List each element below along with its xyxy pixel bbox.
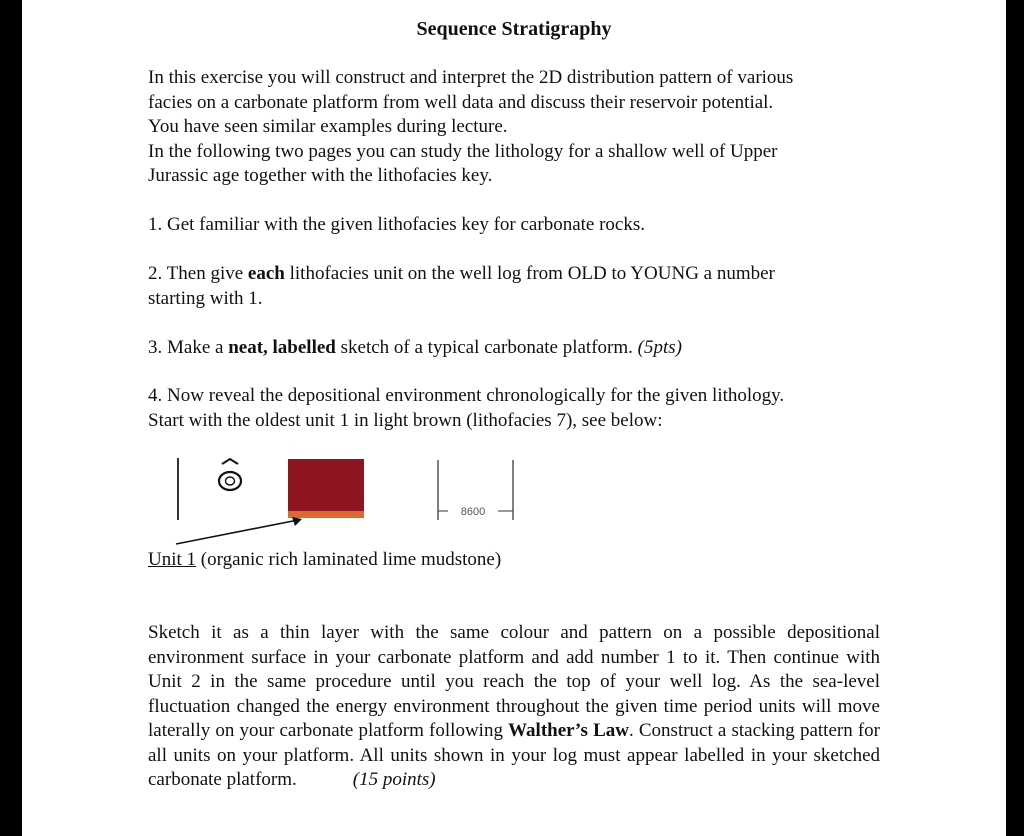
step-3-points: (5pts) (637, 337, 682, 358)
walthers-law: Walther’s Law (508, 720, 629, 741)
step-4-line-2: Start with the oldest unit 1 in light brown (lithofacies 7), see below: (148, 409, 663, 431)
intro-line: In this exercise you will construct and interpret the 2D distribution pattern of various (148, 67, 794, 88)
step-2-suffix: lithofacies unit on the well log from OLD to YOUNG a number (284, 263, 775, 284)
unit-1-label: Unit 1 (148, 549, 197, 570)
lithology-figure (162, 450, 562, 550)
sketch-text-2: . Construct a stacking pattern for all units on your platform. All units shown in your log must appear labelled in your sketched carbonate platform. (148, 720, 880, 790)
intro-paragraph (148, 66, 888, 189)
intro-line: In the following two pages you can study the lithology for a shallow well of Upper (148, 140, 778, 162)
step-3 (148, 336, 888, 361)
step-4-line-1: 4. Now reveal the depositional environment chronologically for the given lithology. (148, 385, 785, 406)
sketch-text-1: Sketch it as a thin layer with the same colour and pattern on a possible depositional environment surface in your carbonate platform and add number 1 to it. Then continue with Unit 2 in the same procedure until you reach the top of your well log. As the sea-level fluctuation changed the energy environment throughout the given time period units will move laterally on your carbonate platform following (148, 622, 880, 741)
step-2 (148, 262, 888, 311)
lithology-legend-graphic (162, 450, 562, 550)
step-1: 1. Get familiar with the given lithofacies key for carbonate rocks. (148, 214, 645, 235)
unit-1-description: (organic rich laminated lime mudstone) (196, 549, 502, 570)
intro-line: Jurassic age together with the lithofacies key. (148, 165, 493, 186)
intro-line: You have seen similar examples during lecture. (148, 116, 508, 137)
step-2-prefix: 2. Then give (148, 263, 248, 284)
depth-scale (438, 460, 513, 520)
step-4 (148, 384, 888, 433)
unit-color-swatch (288, 459, 364, 517)
sketch-points: (15 points) (352, 769, 436, 790)
document-page (22, 0, 1006, 836)
step-3-emphasis: neat, labelled (228, 337, 336, 358)
step-2-line-2: starting with 1. (148, 287, 263, 309)
page-title: Sequence Stratigraphy (416, 18, 612, 40)
step-3-suffix: sketch of a typical carbonate platform. (335, 337, 638, 358)
sketch-instructions (148, 621, 880, 793)
step-2-emphasis: each (247, 263, 285, 284)
pointer-arrow (176, 520, 298, 544)
pointer-arrowhead (292, 517, 302, 526)
depth-label: 8600 (460, 506, 486, 518)
unit-1-caption (148, 548, 888, 573)
oolite-symbol-icon (219, 459, 241, 490)
step-3-prefix: 3. Make a (148, 337, 229, 358)
unit-base-strip (288, 511, 364, 518)
intro-line: facies on a carbonate platform from well data and discuss their reservoir potential. (148, 91, 774, 113)
